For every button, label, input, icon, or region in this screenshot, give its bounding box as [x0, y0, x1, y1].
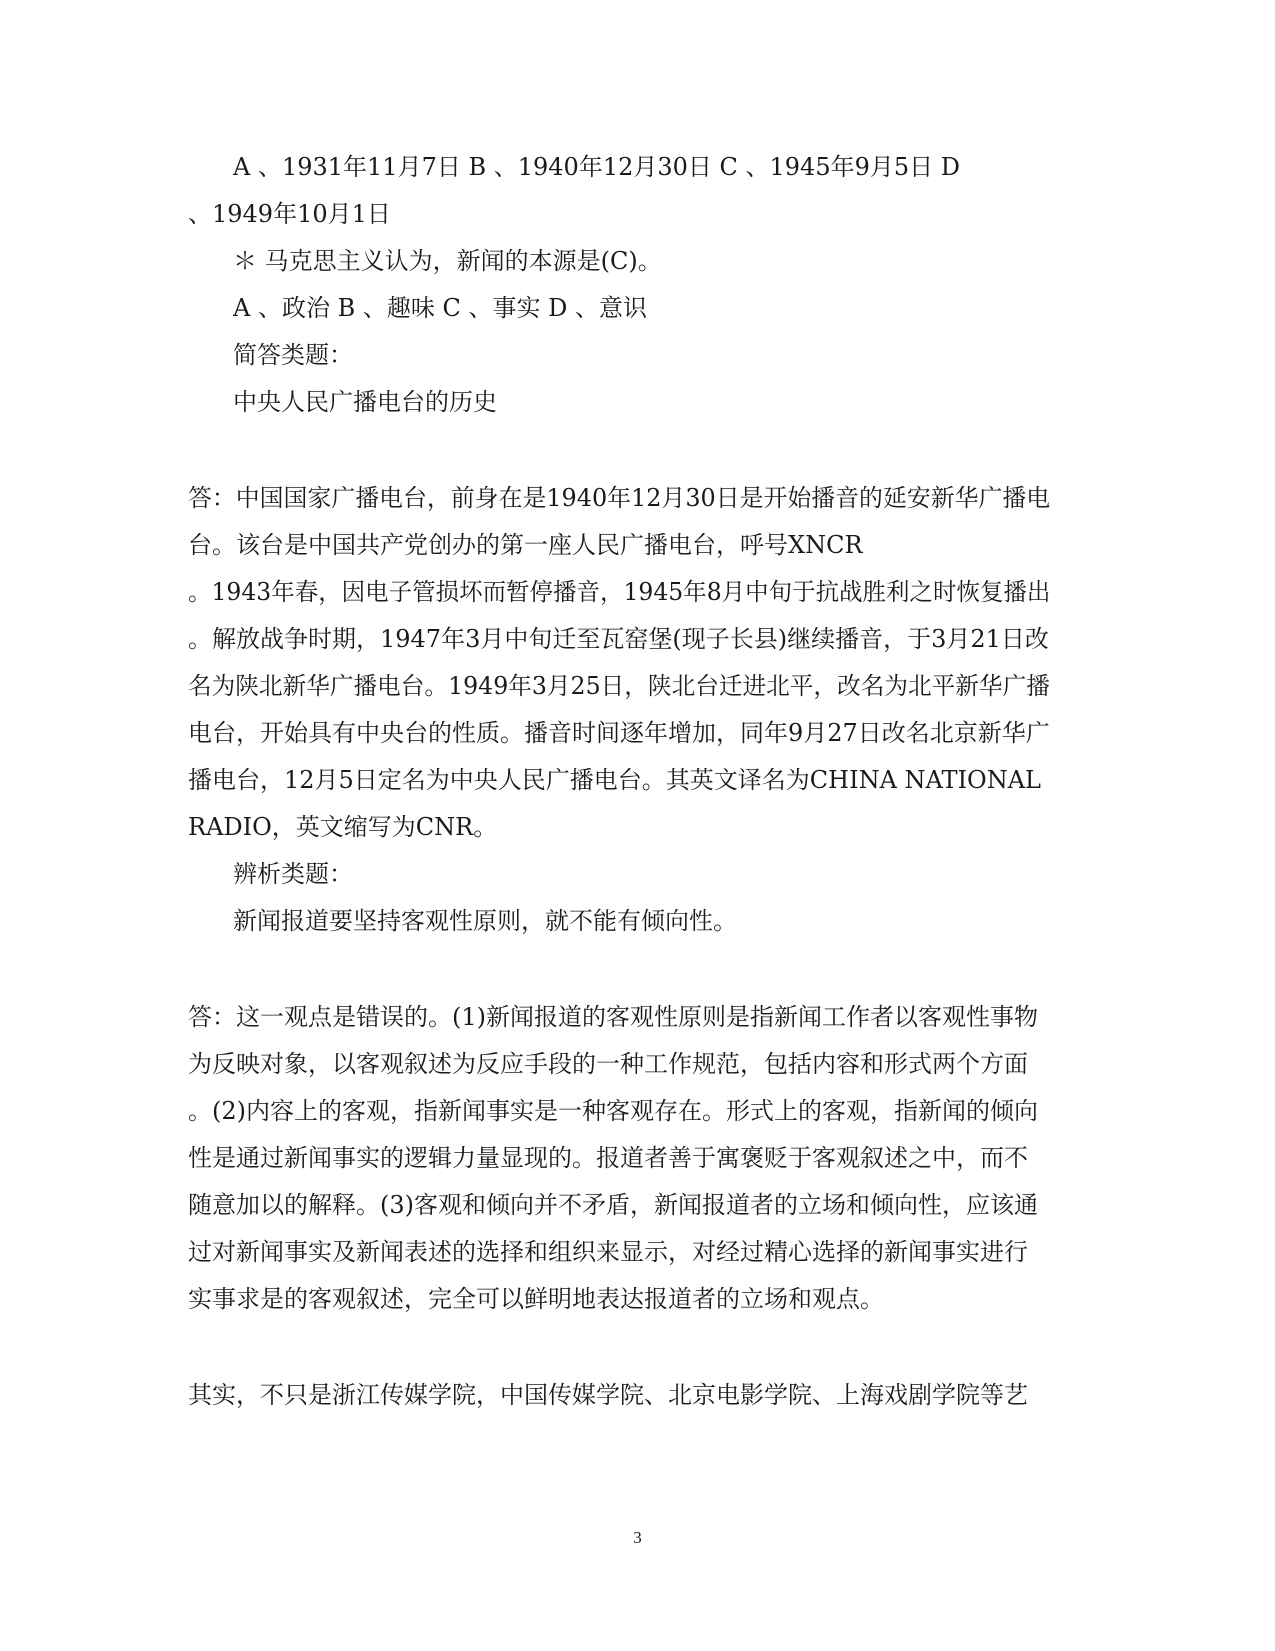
exam-options: A 、政治 B 、趣味 C 、事实 D 、意识 — [233, 294, 647, 322]
answer-paragraph-2-line: 为反映对象，以客观叙述为反应手段的一种工作规范，包括内容和形式两个方面 — [188, 1050, 1028, 1078]
answer-paragraph-1-line: 答：中国国家广播电台，前身在是1940年12月30日是开始播音的延安新华广播电 — [188, 484, 1051, 512]
answer-paragraph-2-line: 实事求是的客观叙述，完全可以鲜明地表达报道者的立场和观点。 — [188, 1285, 884, 1313]
answer-paragraph-1-line: 台。该台是中国共产党创办的第一座人民广播电台，呼号XNCR — [188, 531, 863, 559]
answer-paragraph-1-line: 电台，开始具有中央台的性质。播音时间逐年增加，同年9月27日改名北京新华广 — [188, 719, 1050, 747]
exam-options-line-1: A 、1931年11月7日 B 、1940年12月30日 C 、1945年9月5日 D — [233, 153, 961, 181]
analysis-question: 新闻报道要坚持客观性原则，就不能有倾向性。 — [233, 907, 737, 935]
answer-paragraph-1-line: 播电台，12月5日定名为中央人民广播电台。其英文译名为CHINA NATIONAL — [188, 766, 1041, 794]
answer-paragraph-1-line: 名为陕北新华广播电台。1949年3月25日，陕北台迁进北平，改名为北平新华广播 — [188, 672, 1050, 700]
answer-paragraph-2-line: 过对新闻事实及新闻表述的选择和组织来显示，对经过精心选择的新闻事实进行 — [188, 1238, 1028, 1266]
section-heading-short-answer: 简答类题： — [233, 341, 353, 369]
answer-paragraph-2-line: 性是通过新闻事实的逻辑力量显现的。报道者善于寓褒贬于客观叙述之中，而不 — [188, 1144, 1028, 1172]
answer-paragraph-2-line: 随意加以的解释。(3)客观和倾向并不矛盾，新闻报道者的立场和倾向性，应该通 — [188, 1191, 1038, 1219]
page-number: 3 — [633, 1528, 642, 1547]
answer-paragraph-2-line: 答：这一观点是错误的。(1)新闻报道的客观性原则是指新闻工作者以客观性事物 — [188, 1003, 1038, 1031]
answer-paragraph-1-line: 。解放战争时期，1947年3月中旬迁至瓦窑堡(现子长县)继续播音，于3月21日改 — [188, 625, 1049, 653]
exam-options-line-2: 、1949年10月1日 — [188, 200, 391, 228]
answer-paragraph-1-line: 。1943年春，因电子管损坏而暂停播音，1945年8月中旬于抗战胜利之时恢复播出 — [188, 578, 1051, 606]
answer-paragraph-2-line: 。(2)内容上的客观，指新闻事实是一种客观存在。形式上的客观，指新闻的倾向 — [188, 1097, 1038, 1125]
section-heading-analysis: 辨析类题： — [233, 860, 353, 888]
closing-paragraph-line: 其实，不只是浙江传媒学院，中国传媒学院、北京电影学院、上海戏剧学院等艺 — [188, 1381, 1028, 1409]
answer-paragraph-1-line: RADIO，英文缩写为CNR。 — [188, 813, 498, 841]
exam-question: ＊ 马克思主义认为，新闻的本源是(C)。 — [233, 247, 662, 275]
short-answer-question: 中央人民广播电台的历史 — [233, 388, 497, 416]
